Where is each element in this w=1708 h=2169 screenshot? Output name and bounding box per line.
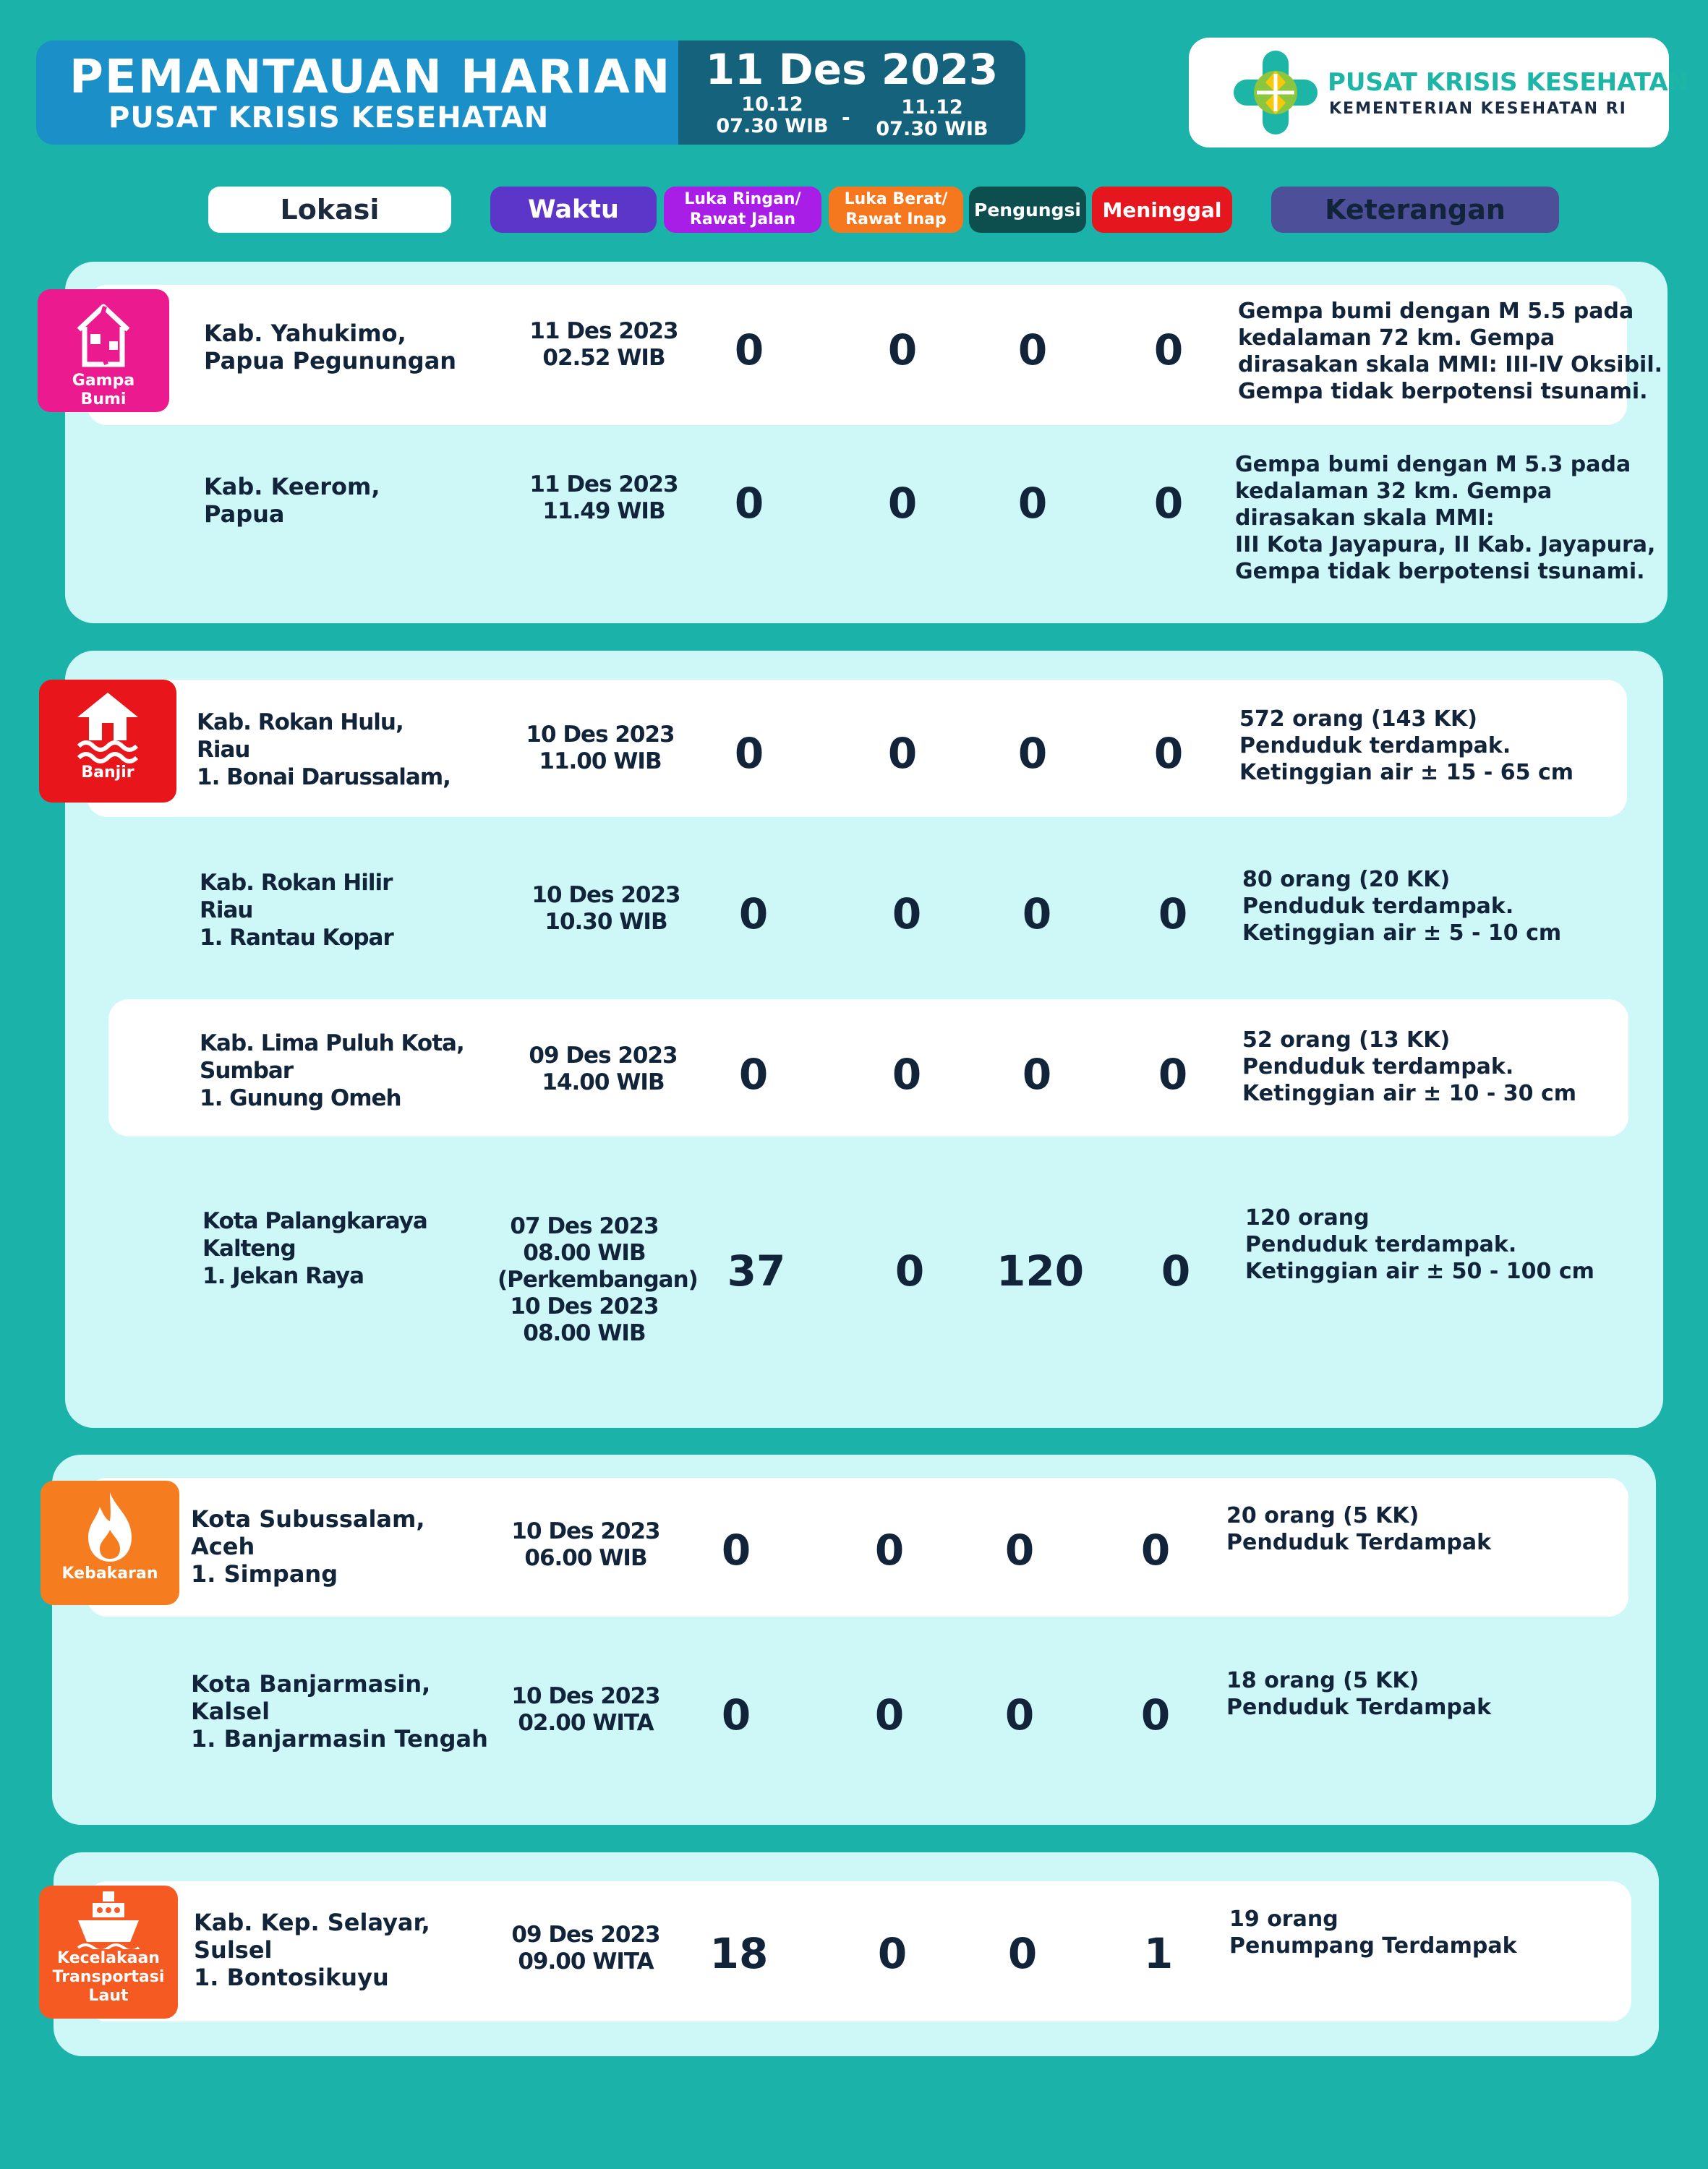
- lokasi-line: 1. Gunung Omeh: [200, 1085, 401, 1111]
- cell-pengungsi: 0: [1017, 729, 1048, 778]
- waktu-line: 14.00 WIB: [542, 1069, 665, 1095]
- waktu-line: 06.00 WIB: [524, 1545, 647, 1571]
- column-header-lokasi: Lokasi: [208, 187, 451, 233]
- category-badge-kebakaran: [40, 1481, 179, 1605]
- waktu-line: (Perkembangan): [498, 1267, 698, 1293]
- cell-lokasi: [200, 869, 393, 951]
- cell-luka-ringan: 0: [721, 1526, 751, 1575]
- waktu-line: 10 Des 2023: [531, 882, 680, 908]
- cell-meninggal: 0: [1158, 889, 1188, 938]
- keterangan-line: kedalaman 72 km. Gempa: [1238, 325, 1555, 351]
- keterangan-line: Ketinggian air ± 15 - 65 cm: [1239, 760, 1574, 785]
- lokasi-line: 1. Jekan Raya: [202, 1263, 364, 1289]
- range-to: [863, 97, 1001, 140]
- range-separator: -: [842, 106, 850, 129]
- waktu-line: 08.00 WIB: [523, 1240, 646, 1266]
- column-header-luka-ringan: [664, 187, 821, 233]
- cell-meninggal: 0: [1153, 325, 1184, 375]
- lokasi-line: Kalteng: [202, 1236, 296, 1262]
- keterangan-line: 572 orang (143 KK): [1239, 706, 1477, 732]
- waktu-line: 07 Des 2023: [510, 1213, 659, 1239]
- range-to-date: 11.12: [901, 96, 963, 119]
- keterangan-line: Penduduk terdampak.: [1245, 1232, 1517, 1257]
- waktu-line: 10 Des 2023: [526, 722, 675, 748]
- cell-luka-berat: 0: [877, 1929, 908, 1978]
- keterangan-line: dirasakan skala MMI:: [1235, 505, 1495, 531]
- lokasi-line: Papua Pegunungan: [204, 347, 457, 375]
- cell-pengungsi: 120: [996, 1246, 1085, 1296]
- waktu-line: 10.30 WIB: [545, 909, 667, 935]
- lokasi-line: 1. Bontosikuyu: [194, 1964, 389, 1991]
- keterangan-line: Ketinggian air ± 10 - 30 cm: [1242, 1081, 1576, 1106]
- keterangan-line: Penumpang Terdampak: [1229, 1933, 1517, 1959]
- cell-luka-ringan: 0: [734, 325, 764, 375]
- waktu-line: 09 Des 2023: [529, 1043, 678, 1069]
- lokasi-line: 1. Simpang: [191, 1560, 338, 1588]
- category-label-line-3: Laut: [88, 1987, 129, 2005]
- cell-keterangan: [1229, 1906, 1517, 1959]
- range-from: [707, 94, 837, 137]
- waktu-line: 09 Des 2023: [511, 1922, 660, 1948]
- cell-luka-ringan: 0: [721, 1690, 751, 1740]
- cell-lokasi: [204, 320, 456, 375]
- lokasi-line: 1. Bonai Darussalam,: [197, 764, 451, 790]
- lokasi-line: 1. Banjarmasin Tengah: [191, 1725, 488, 1753]
- column-header-keterangan: Keterangan: [1271, 187, 1559, 233]
- lokasi-line: Aceh: [191, 1533, 255, 1560]
- cell-pengungsi: 0: [1017, 479, 1048, 528]
- cell-waktu: [517, 318, 691, 372]
- keterangan-line: Penduduk terdampak.: [1242, 1054, 1514, 1079]
- logo-org: KEMENTERIAN KESEHATAN RI: [1329, 100, 1627, 118]
- cell-meninggal: 0: [1153, 479, 1184, 528]
- keterangan-line: kedalaman 32 km. Gempa: [1235, 479, 1553, 504]
- lokasi-line: Papua: [204, 500, 285, 528]
- logo-icon: [1232, 48, 1319, 137]
- column-header-meninggal: Meninggal: [1092, 187, 1232, 233]
- lokasi-line: Kab. Keerom,: [204, 473, 380, 500]
- waktu-line: 11 Des 2023: [529, 471, 678, 497]
- waktu-line: 11.49 WIB: [542, 498, 665, 524]
- category-badge-kecelakaan-laut: [39, 1886, 178, 2019]
- keterangan-line: 18 orang (5 KK): [1226, 1668, 1419, 1693]
- cell-keterangan: [1245, 1205, 1594, 1285]
- cell-keterangan: [1242, 866, 1561, 946]
- keterangan-line: Gempa tidak berpotensi tsunami.: [1235, 559, 1645, 584]
- keterangan-line: 19 orang: [1229, 1907, 1338, 1932]
- column-header-pengungsi: Pengungsi: [969, 187, 1086, 233]
- logo-name: PUSAT KRISIS KESEHATAN: [1328, 68, 1689, 97]
- keterangan-line: Gempa bumi dengan M 5.3 pada: [1235, 452, 1631, 477]
- cell-meninggal: 0: [1158, 1050, 1188, 1099]
- page-title: PEMANTAUAN HARIAN: [69, 51, 672, 104]
- cell-waktu: [513, 722, 687, 775]
- lokasi-line: Riau: [200, 897, 253, 923]
- lokasi-line: Riau: [197, 737, 250, 763]
- cell-meninggal: 0: [1161, 1246, 1191, 1296]
- luka-ringan-label-1: Luka Ringan/: [684, 190, 801, 208]
- lokasi-line: 1. Rantau Kopar: [200, 925, 393, 951]
- cell-lokasi: [202, 1207, 427, 1290]
- waktu-line: 10 Des 2023: [511, 1518, 660, 1544]
- ship-icon: [74, 1888, 143, 1949]
- cell-luka-ringan: 0: [738, 1050, 769, 1099]
- cell-meninggal: 0: [1140, 1690, 1171, 1740]
- cell-pengungsi: 0: [1022, 1050, 1052, 1099]
- cell-meninggal: 0: [1140, 1526, 1171, 1575]
- cell-lokasi: [197, 709, 451, 791]
- cell-luka-ringan: 37: [727, 1246, 786, 1296]
- cell-waktu: [499, 1518, 672, 1572]
- category-label-line-1: Banjir: [81, 763, 134, 782]
- title-banner: [36, 40, 1025, 145]
- cell-luka-berat: 0: [892, 1050, 922, 1099]
- column-header-luka-berat: [829, 187, 963, 233]
- keterangan-line: dirasakan skala MMI: III-IV Oksibil.: [1238, 352, 1663, 377]
- keterangan-line: Ketinggian air ± 50 - 100 cm: [1245, 1259, 1594, 1284]
- house-crack-icon: [72, 296, 135, 372]
- keterangan-line: Gempa bumi dengan M 5.5 pada: [1238, 299, 1634, 324]
- cell-waktu: [519, 882, 693, 936]
- luka-berat-label-2: Rawat Inap: [845, 210, 947, 228]
- cell-keterangan: [1239, 706, 1574, 786]
- keterangan-line: III Kota Jayapura, II Kab. Jayapura,: [1235, 532, 1656, 557]
- cell-pengungsi: 0: [1004, 1526, 1035, 1575]
- cell-keterangan: [1226, 1667, 1491, 1721]
- report-date: 11 Des 2023: [705, 45, 999, 94]
- cell-lokasi: [204, 473, 380, 528]
- range-from-date: 10.12: [741, 93, 803, 116]
- page-subtitle: PUSAT KRISIS KESEHATAN: [108, 101, 550, 134]
- cell-keterangan: [1226, 1502, 1491, 1556]
- lokasi-line: Kalsel: [191, 1698, 270, 1725]
- date-panel: [678, 40, 1025, 145]
- waktu-line: 09.00 WITA: [518, 1948, 654, 1975]
- cell-luka-ringan: 18: [709, 1929, 769, 1978]
- lokasi-line: Kab. Rokan Hulu,: [197, 709, 403, 735]
- waktu-line: 11.00 WIB: [539, 748, 662, 774]
- waktu-line: 10 Des 2023: [511, 1683, 660, 1709]
- cell-keterangan: [1235, 451, 1655, 585]
- category-label-line-2: Bumi: [80, 390, 127, 408]
- lokasi-line: Kab. Yahukimo,: [204, 320, 406, 347]
- lokasi-line: Kota Palangkaraya: [202, 1208, 427, 1234]
- keterangan-line: Penduduk Terdampak: [1226, 1695, 1492, 1720]
- keterangan-line: Penduduk terdampak.: [1242, 894, 1514, 919]
- cell-luka-berat: 0: [887, 479, 918, 528]
- fire-icon: [81, 1489, 139, 1565]
- lokasi-line: Kab. Lima Puluh Kota,: [200, 1030, 464, 1056]
- waktu-line: 02.00 WITA: [518, 1710, 654, 1736]
- cell-waktu: [499, 1683, 672, 1737]
- cell-waktu: [498, 1213, 698, 1347]
- cell-lokasi: [194, 1909, 430, 1991]
- keterangan-line: 80 orang (20 KK): [1242, 867, 1451, 892]
- cell-pengungsi: 0: [1004, 1690, 1035, 1740]
- cell-meninggal: 1: [1143, 1929, 1174, 1978]
- cell-luka-berat: 0: [892, 889, 922, 938]
- cell-waktu: [517, 471, 691, 525]
- cell-lokasi: [200, 1030, 464, 1112]
- waktu-line: 10 Des 2023: [510, 1293, 659, 1319]
- logo-card: [1189, 38, 1689, 147]
- cell-luka-berat: 0: [874, 1690, 905, 1740]
- cell-keterangan: [1242, 1027, 1576, 1107]
- category-label-line-1: Gampa: [72, 372, 135, 390]
- cell-luka-ringan: 0: [734, 729, 764, 778]
- keterangan-line: 52 orang (13 KK): [1242, 1027, 1451, 1053]
- keterangan-line: Gempa tidak berpotensi tsunami.: [1238, 379, 1648, 404]
- lokasi-line: Kab. Kep. Selayar,: [194, 1909, 430, 1936]
- column-header-waktu: Waktu: [490, 187, 657, 233]
- waktu-line: 02.52 WIB: [542, 345, 665, 371]
- lokasi-line: Sumbar: [200, 1058, 294, 1084]
- cell-pengungsi: 0: [1017, 325, 1048, 375]
- cell-lokasi: [191, 1670, 488, 1753]
- category-label-line-1: Kecelakaan: [57, 1949, 160, 1967]
- waktu-line: 11 Des 2023: [529, 318, 678, 344]
- cell-meninggal: 0: [1153, 729, 1184, 778]
- waktu-line: 08.00 WIB: [523, 1320, 646, 1346]
- lokasi-line: Kota Banjarmasin,: [191, 1670, 431, 1698]
- lokasi-line: Sulsel: [194, 1936, 273, 1964]
- cell-waktu: [516, 1043, 690, 1096]
- cell-luka-berat: 0: [894, 1246, 925, 1296]
- keterangan-line: Penduduk terdampak.: [1239, 733, 1511, 758]
- cell-luka-berat: 0: [887, 729, 918, 778]
- range-to-time: 07.30 WIB: [876, 118, 988, 140]
- lokasi-line: Kab. Rokan Hilir: [200, 870, 393, 896]
- range-from-time: 07.30 WIB: [716, 115, 829, 137]
- cell-luka-berat: 0: [887, 325, 918, 375]
- flood-house-icon: [72, 685, 144, 763]
- cell-waktu: [499, 1922, 672, 1975]
- category-badge-gempa-bumi: [38, 289, 169, 412]
- keterangan-line: Penduduk Terdampak: [1226, 1530, 1492, 1555]
- cell-luka-berat: 0: [874, 1526, 905, 1575]
- category-label-line-1: Kebakaran: [61, 1565, 158, 1583]
- cell-luka-ringan: 0: [734, 479, 764, 528]
- cell-pengungsi: 0: [1022, 889, 1052, 938]
- cell-luka-ringan: 0: [738, 889, 769, 938]
- keterangan-line: 20 orang (5 KK): [1226, 1503, 1419, 1528]
- cell-lokasi: [191, 1505, 425, 1588]
- keterangan-line: Ketinggian air ± 5 - 10 cm: [1242, 920, 1562, 946]
- luka-ringan-label-2: Rawat Jalan: [689, 210, 796, 228]
- keterangan-line: 120 orang: [1245, 1205, 1370, 1231]
- cell-keterangan: [1238, 298, 1662, 405]
- cell-pengungsi: 0: [1007, 1929, 1038, 1978]
- category-label-line-2: Transportasi: [52, 1968, 165, 1986]
- lokasi-line: Kota Subussalam,: [191, 1505, 425, 1533]
- luka-berat-label-1: Luka Berat/: [844, 190, 948, 208]
- category-badge-banjir: [39, 680, 176, 803]
